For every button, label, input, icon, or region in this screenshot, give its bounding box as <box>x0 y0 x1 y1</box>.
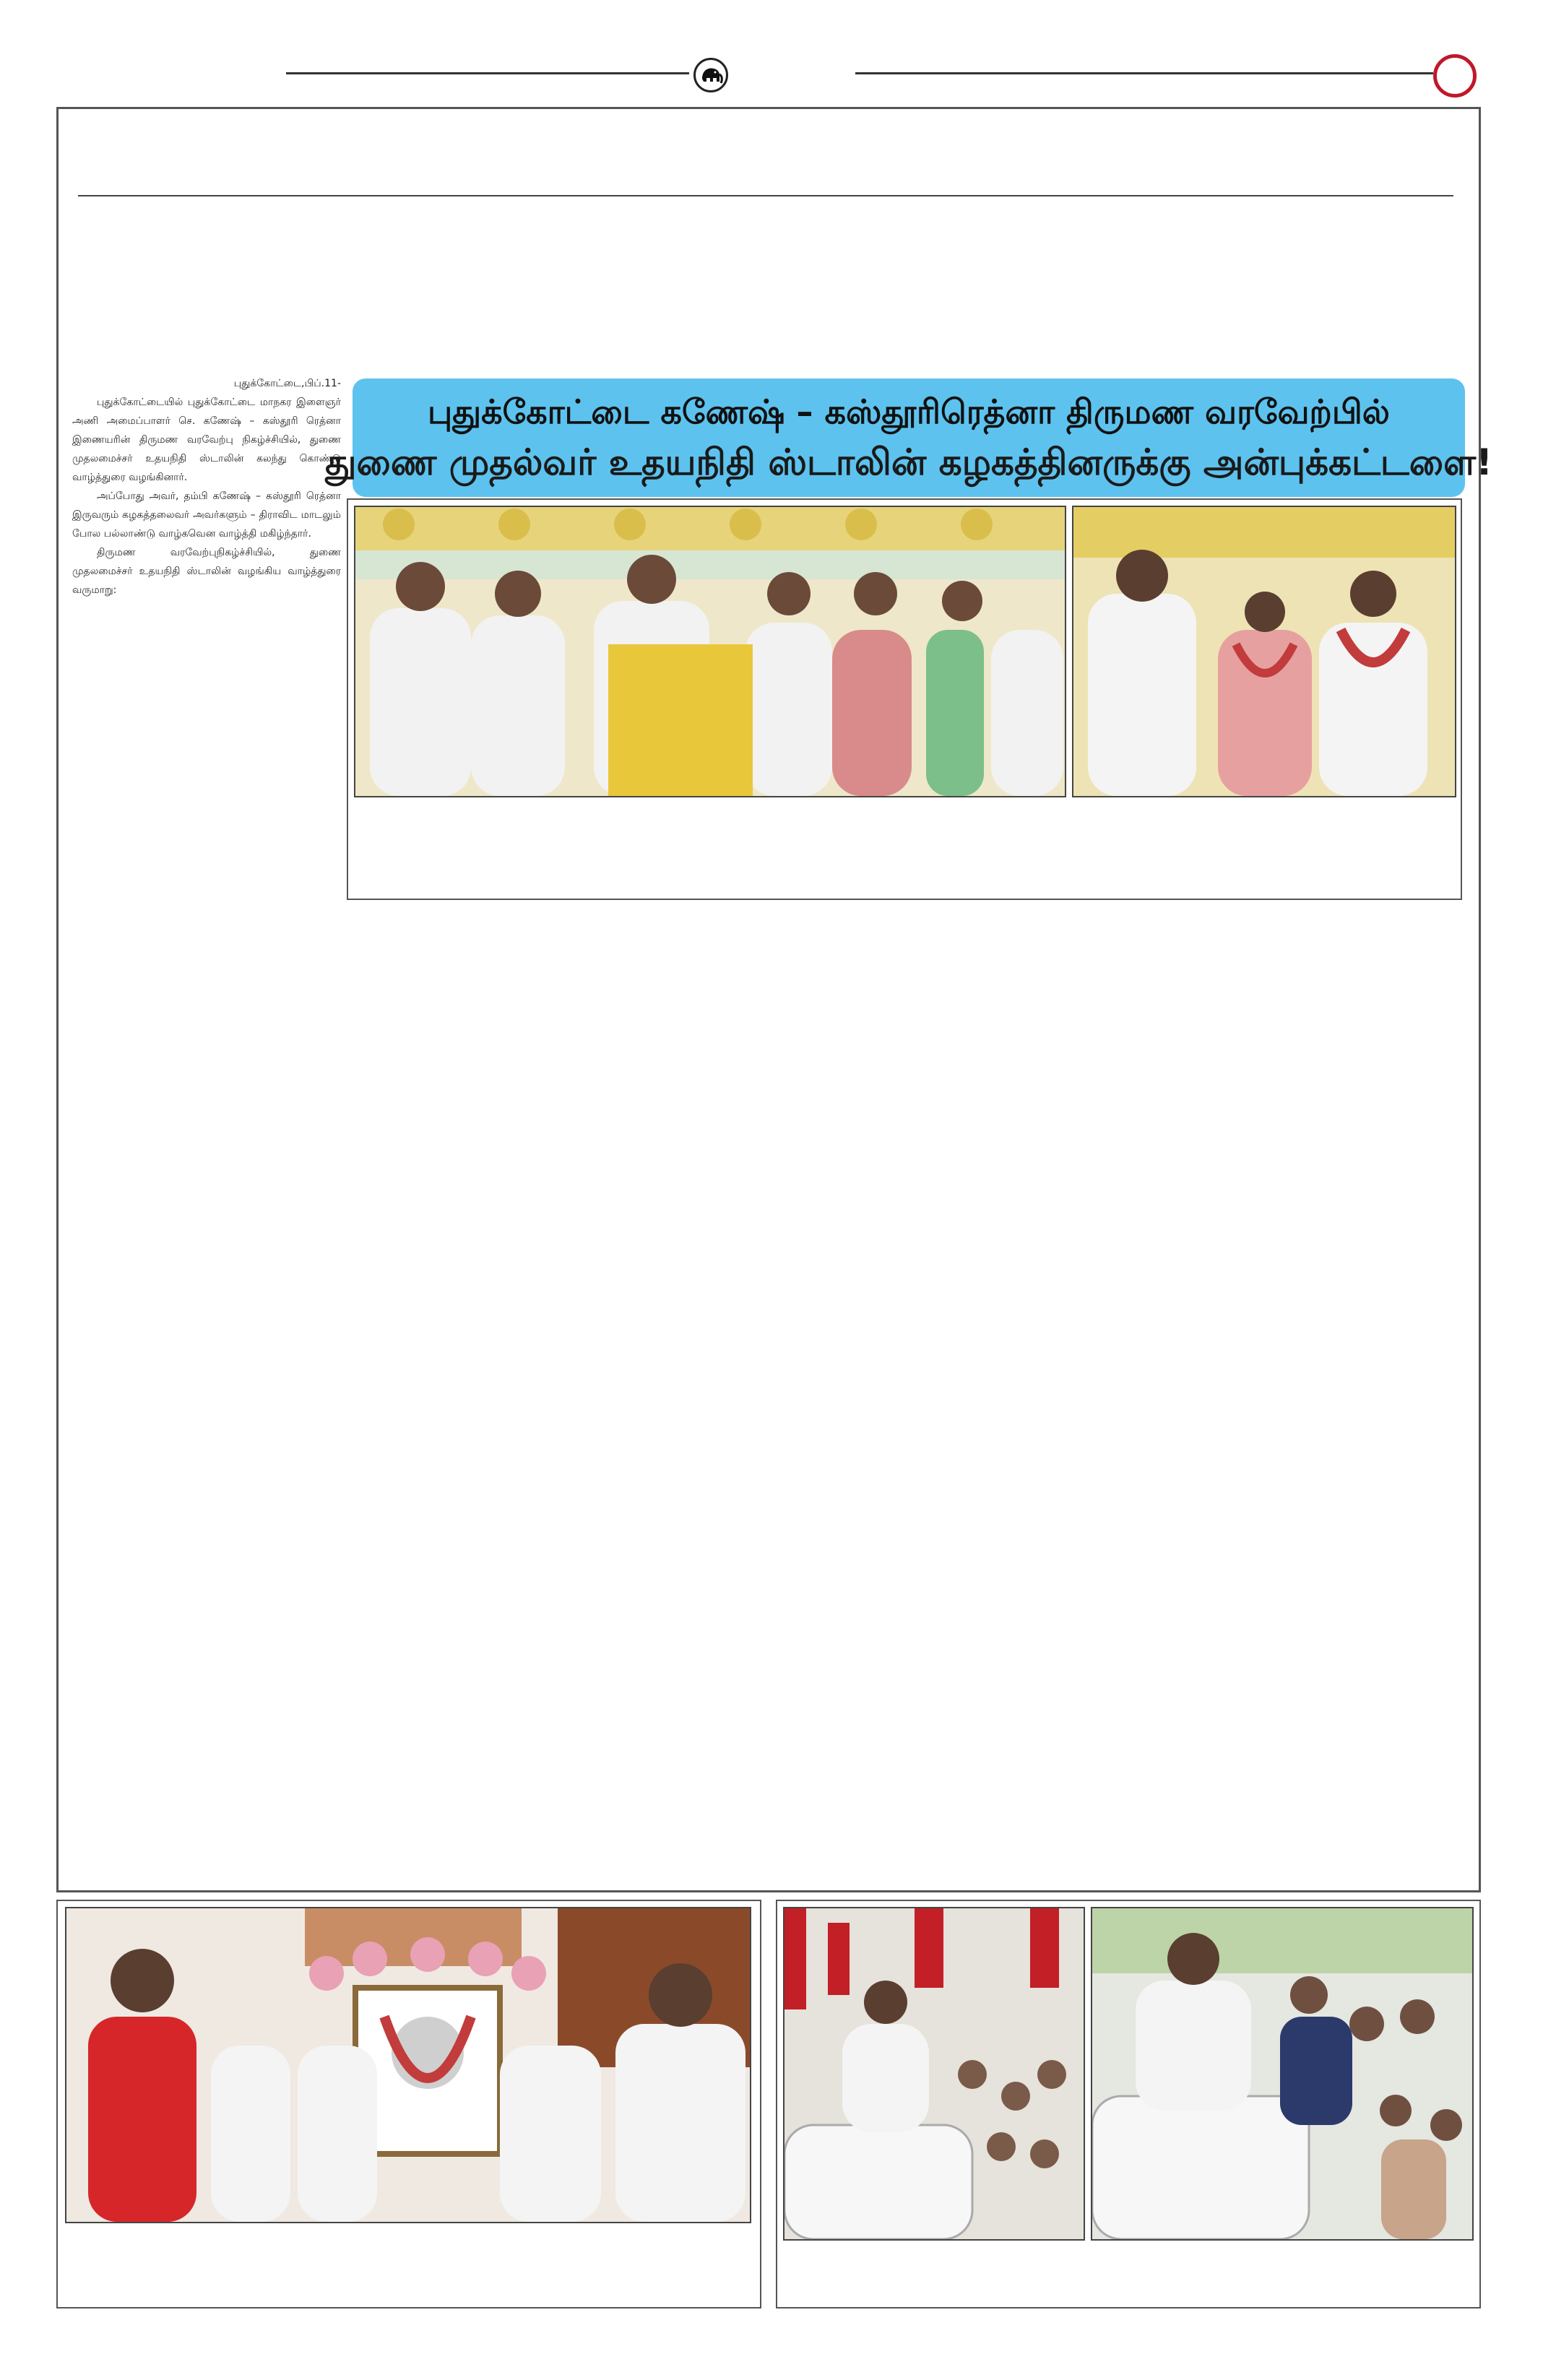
elephant-emblem-icon <box>693 58 728 92</box>
headline-banner <box>325 378 1492 497</box>
couple-greeting-photo <box>1072 506 1456 797</box>
reception-speech-photo <box>354 506 1066 797</box>
portrait-tribute-photo <box>65 1907 751 2223</box>
article-paragraph-2: அப்போது அவர், தம்பி கணேஷ் – கஸ்தூரி ரெத்னா இருவரும் கழகத்தலைவர் அவர்களும் – திராவிட மாடலும் போல பல்லாண்டு வாழ்கவென வாழ்த்தி மகிழ்ந்தார். <box>72 490 341 540</box>
article-text <box>72 374 341 600</box>
dateline: புதுக்கோட்டை,பிப்.11- <box>233 378 341 389</box>
section-rule <box>78 195 1453 196</box>
page-number-circle <box>1433 54 1477 98</box>
article-paragraph-1: புதுக்கோட்டையில் புதுக்கோட்டை மாநகர இளைஞர் அணி அமைப்பாளர் செ. கணேஷ் – கஸ்தூரி ரெத்னா இணையரின் திருமண வரவேற்பு நிகழ்ச்சியில், துணை முதலமைச்சர் உதயநிதி ஸ்டாலின் கலந்து கொண்டு வாழ்த்துரை வழங்கினார். <box>72 397 341 483</box>
crowd-greeting-photo-right <box>1091 1907 1474 2241</box>
headline-line-2: துணை முதல்வர் உதயநிதி ஸ்டாலின் கழகத்தினருக்கு அன்புக்கட்டளை! <box>325 441 1492 483</box>
crowd-greeting-photo-left <box>783 1907 1085 2241</box>
headline-line-1: புதுக்கோட்டை கணேஷ் – கஸ்தூரிரெத்னா திருமண வரவேற்பில் <box>428 392 1390 431</box>
header-rule-left <box>286 72 689 74</box>
article-paragraph-3: திருமண வரவேற்புநிகழ்ச்சியில், துணை முதலமைச்சர் உதயநிதி ஸ்டாலின் வழங்கிய வாழ்த்துரை வருமாறு: <box>72 547 341 596</box>
header-rule-right <box>855 72 1433 74</box>
